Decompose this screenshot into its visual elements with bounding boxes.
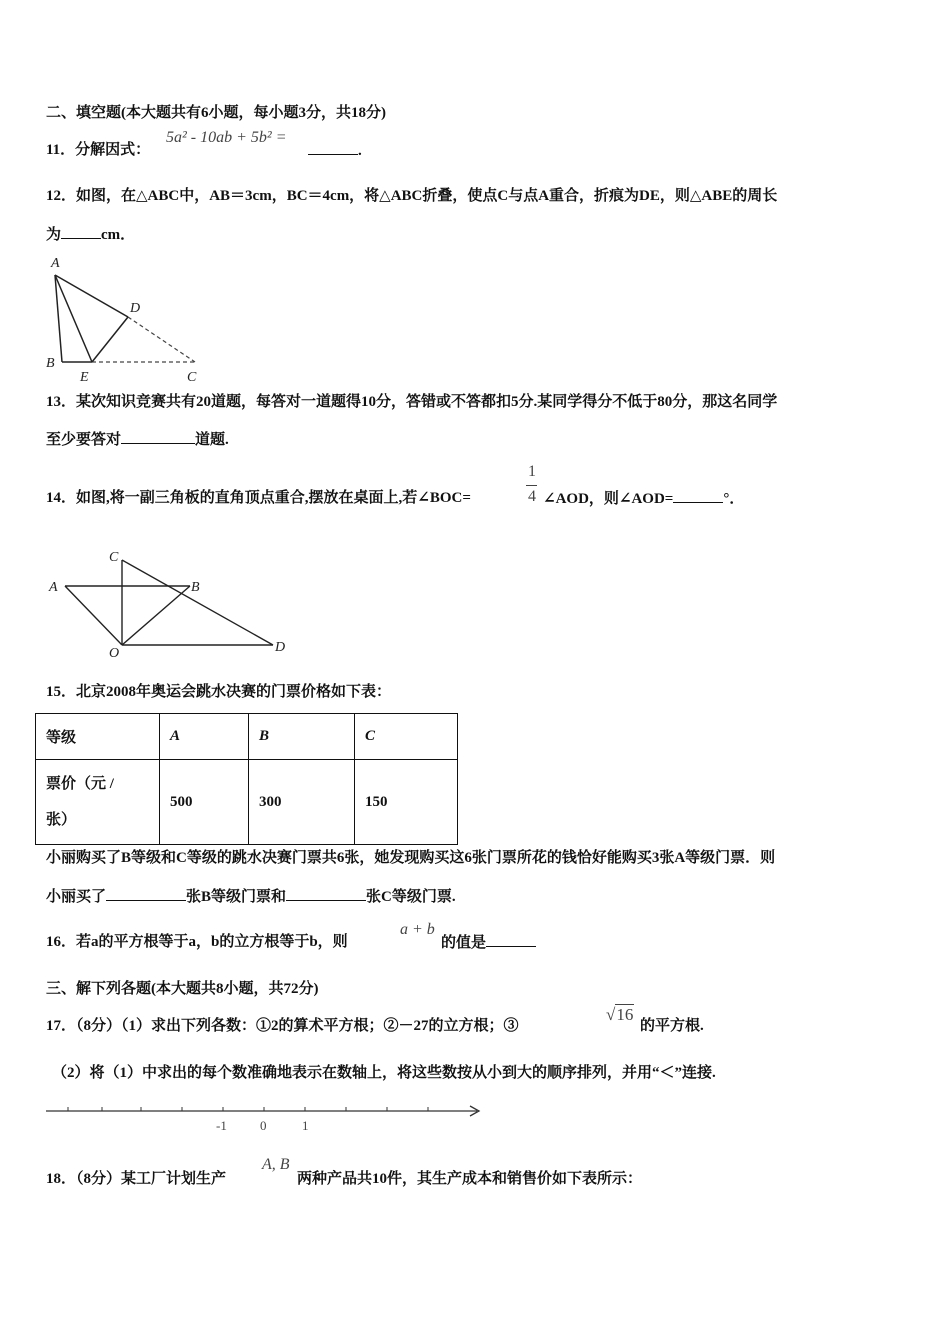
q18-expression: A, B xyxy=(262,1156,290,1173)
sqrt-symbol: √ xyxy=(606,1005,616,1024)
section-3-heading: 三、解下列各题(本大题共8小题，共72分) xyxy=(46,981,319,997)
q16-expression: a + b xyxy=(400,921,435,938)
table-row-label xyxy=(36,760,160,845)
answer-blank[interactable] xyxy=(106,886,186,901)
q15-line2-c: 张C等级门票. xyxy=(366,889,456,905)
q15-line-2 xyxy=(46,886,456,907)
q16-post xyxy=(441,932,536,953)
answer-blank[interactable] xyxy=(121,429,195,444)
label-C: C xyxy=(187,370,197,385)
segment-DC-dashed xyxy=(128,317,195,362)
answer-blank[interactable] xyxy=(61,224,101,239)
axis-label-0: 0 xyxy=(260,1118,267,1133)
answer-blank[interactable] xyxy=(486,932,536,947)
answer-blank[interactable] xyxy=(286,886,366,901)
q12-triangle-figure xyxy=(40,250,210,385)
table-header-cell: C xyxy=(355,714,458,760)
q14-fraction-numerator: 1 xyxy=(528,463,536,480)
q15-line-1: 小丽购买了B等级和C等级的跳水决赛门票共6张，她发现购买这6张门票所花的钱恰好能购买3张A等级门票．则 xyxy=(46,850,776,866)
table-header-row xyxy=(36,714,458,760)
row-label-line-1: 票价（元 / xyxy=(46,776,114,792)
label-C: C xyxy=(109,550,119,565)
q17-line-1-pre: 17．（8分）（1）求出下列各数：①2的算术平方根；②－27的立方根；③ xyxy=(46,1018,519,1034)
q13-pre: 至少要答对 xyxy=(46,432,122,448)
q16-pre: 16．若a的平方根等于a，b的立方根等于b，则 xyxy=(46,934,348,950)
q17-sqrt-expression xyxy=(606,1005,634,1025)
q14-fraction-denominator: 4 xyxy=(528,488,536,505)
sqrt-argument: 16 xyxy=(616,1005,634,1024)
label-D: D xyxy=(130,301,141,316)
label-B: B xyxy=(191,580,200,595)
segment-OB xyxy=(122,586,190,645)
q12-line-1: 12．如图，在△ABC中，AB＝3cm，BC＝4cm，将△ABC折叠，使点C与点A重合，折痕为DE，则△ABE的周长 xyxy=(46,188,778,204)
q15-line2-b: 张B等级门票和 xyxy=(186,889,287,905)
q14-end: °． xyxy=(723,491,745,507)
q11-expression: 5a² - 10ab + 5b² = xyxy=(166,129,287,146)
q13-post: 道题. xyxy=(195,432,229,448)
q13-line-2 xyxy=(46,429,229,450)
q11-answer xyxy=(308,140,362,161)
label-A: A xyxy=(49,580,58,595)
q17-line-2: （2）将（1）中求出的每个数准确地表示在数轴上，将这些数按从小到大的顺序排列，并用“＜”连接. xyxy=(52,1065,716,1081)
segment-CD xyxy=(122,560,273,645)
question-11 xyxy=(46,140,150,160)
q14-fraction-bar xyxy=(526,485,537,486)
answer-blank[interactable] xyxy=(308,140,358,155)
axis-label-1: 1 xyxy=(302,1118,309,1133)
q11-label: 11．分解因式： xyxy=(46,142,151,158)
q14-post-text: ∠AOD，则∠AOD= xyxy=(543,491,674,507)
label-E: E xyxy=(80,370,89,385)
q18-post: 两种产品共10件，其生产成本和销售价如下表所示： xyxy=(297,1171,643,1187)
table-header-cell: A xyxy=(160,714,249,760)
label-O: O xyxy=(109,646,120,661)
table-cell: 300 xyxy=(249,760,355,845)
q14-post xyxy=(543,488,744,509)
row-label-line-2: 张） xyxy=(46,812,77,828)
table-header-cell: 等级 xyxy=(36,714,160,760)
q18-pre: 18．（8分）某工厂计划生产 xyxy=(46,1171,227,1187)
label-B: B xyxy=(46,356,55,371)
q12-line-2 xyxy=(46,224,135,245)
q14-triangles-figure xyxy=(45,545,295,665)
q12-pre: 为 xyxy=(46,227,62,243)
table-row xyxy=(36,760,458,845)
segment-AO xyxy=(65,586,122,645)
axis-label-neg1: -1 xyxy=(216,1118,227,1133)
table-cell: 500 xyxy=(160,760,249,845)
q11-end: . xyxy=(358,143,362,159)
table-header-cell: B xyxy=(249,714,355,760)
q13-line-1: 13．某次知识竞赛共有20道题，每答对一道题得10分，答错或不答都扣5分.某同学得分不低于80分，那这名同学 xyxy=(46,394,778,410)
q17-line-1-post: 的平方根. xyxy=(640,1018,704,1034)
ticket-price-table xyxy=(35,713,458,845)
table-cell: 150 xyxy=(355,760,458,845)
label-D: D xyxy=(275,640,286,655)
q15-line2-a: 小丽买了 xyxy=(46,889,107,905)
segment-ED xyxy=(92,317,128,362)
q14-pre: 14．如图,将一副三角板的直角顶点重合,摆放在桌面上,若∠BOC= xyxy=(46,490,471,506)
segment-AD xyxy=(55,275,128,317)
number-line xyxy=(44,1100,489,1140)
q12-post: cm． xyxy=(101,227,136,243)
section-2-heading: 二、填空题(本大题共有6小题，每小题3分，共18分) xyxy=(46,105,386,121)
q15-intro: 15．北京2008年奥运会跳水决赛的门票价格如下表： xyxy=(46,684,392,700)
q16-post-text: 的值是 xyxy=(441,935,487,951)
answer-blank[interactable] xyxy=(673,488,723,503)
label-A: A xyxy=(51,256,60,271)
